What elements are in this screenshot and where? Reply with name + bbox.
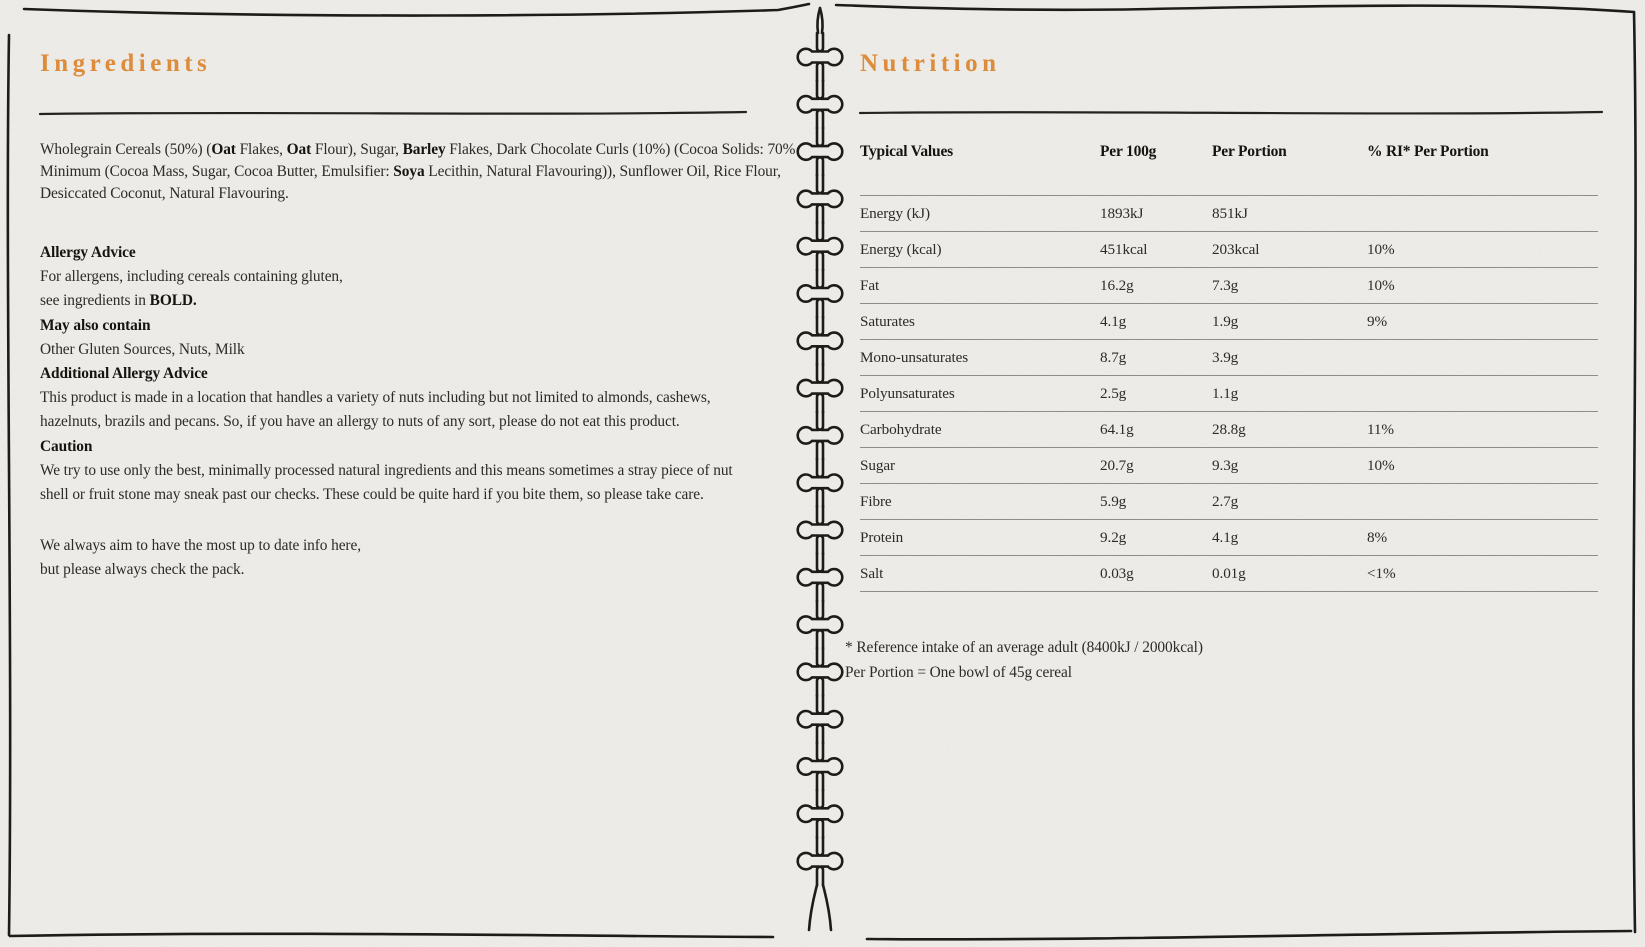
text-segment: Desiccated Coconut, Natural Flavouring. <box>40 185 289 202</box>
table-cell-per-portion: 1.1g <box>1212 384 1239 402</box>
table-row <box>860 447 1598 483</box>
table-cell-per100g: 2.5g <box>1100 384 1127 402</box>
text-segment: Caution <box>40 437 93 455</box>
table-cell-nutrient: Polyunsaturates <box>860 384 955 402</box>
table-cell-per100g: 1893kJ <box>1100 204 1144 222</box>
table-row <box>860 267 1598 303</box>
text-line <box>40 362 760 386</box>
text-segment: Oat <box>286 141 312 158</box>
nutrition-title: Nutrition <box>860 50 1001 77</box>
text-segment: We always aim to have the most up to date info here, <box>40 537 361 554</box>
text-segment: Allergy Advice <box>40 244 136 261</box>
table-cell-per-portion: 203kcal <box>1212 240 1260 258</box>
nutrition-rule <box>860 112 1602 113</box>
text-line <box>40 161 781 183</box>
table-cell-ri-percent: 11% <box>1367 420 1394 438</box>
table-cell-per-portion: 28.8g <box>1212 420 1246 438</box>
text-segment: Oat <box>211 141 236 158</box>
text-segment: Other Gluten Sources, Nuts, Milk <box>40 340 245 358</box>
text-line <box>40 459 760 483</box>
nutrition-table <box>860 141 1598 592</box>
text-line <box>40 314 760 338</box>
text-segment: see ingredients in <box>40 292 150 310</box>
text-line <box>40 386 760 410</box>
stitch-binding-icon <box>798 8 843 930</box>
table-cell-per100g: 20.7g <box>1100 456 1134 474</box>
text-segment: Lecithin, Natural Flavouring)), Sunflower Oil, Rice Flour, <box>424 163 781 180</box>
text-segment: Flakes, <box>235 141 287 158</box>
table-cell-per100g: 451kcal <box>1100 240 1148 258</box>
text-segment: hazelnuts, brazils and pecans. So, if you have an allergy to nuts of any sort, please do not eat this product. <box>40 413 680 431</box>
text-segment: Minimum (Cocoa Mass, Sugar, Cocoa Butter, Emulsifier: <box>40 163 394 180</box>
text-line <box>40 289 760 313</box>
text-line <box>40 183 760 205</box>
column-header: Per Portion <box>1212 143 1287 160</box>
heading-divider-rules <box>40 112 1602 114</box>
pack-disclaimer-block <box>40 534 760 582</box>
text-segment: Flour), Sugar, <box>311 141 403 158</box>
table-row <box>860 483 1598 519</box>
table-cell-per-portion: 1.9g <box>1212 312 1239 330</box>
table-row <box>860 555 1598 592</box>
table-row <box>860 411 1598 447</box>
text-segment: Wholegrain Cereals (50%) ( <box>40 141 212 158</box>
nutrition-footnotes <box>845 636 1203 685</box>
ingredients-composition <box>40 139 796 205</box>
table-cell-nutrient: Protein <box>860 528 904 546</box>
text-line <box>40 338 760 362</box>
table-cell-per100g: 64.1g <box>1100 420 1134 438</box>
table-row <box>860 303 1598 339</box>
text-line <box>40 558 760 582</box>
portion-definition-note: Per Portion = One bowl of 45g cereal <box>845 663 1072 681</box>
ingredients-rule <box>40 112 746 114</box>
table-cell-per-portion: 7.3g <box>1212 276 1239 294</box>
column-header: Typical Values <box>860 143 953 160</box>
text-segment: Soya <box>393 163 425 180</box>
text-line <box>40 534 760 558</box>
table-cell-nutrient: Fibre <box>860 492 892 510</box>
table-row <box>860 519 1598 555</box>
text-line <box>40 265 760 289</box>
table-row <box>860 195 1598 231</box>
nutrition-table-header <box>860 141 1598 195</box>
table-row <box>860 231 1598 267</box>
text-segment: Flakes, Dark Chocolate Curls (10%) (Cocoa Solids: 70% <box>445 141 796 158</box>
table-cell-nutrient: Energy (kJ) <box>860 204 930 222</box>
table-cell-ri-percent: 9% <box>1367 312 1388 330</box>
text-line <box>40 483 760 507</box>
text-line <box>40 435 760 459</box>
table-cell-per100g: 4.1g <box>1100 312 1127 330</box>
table-cell-per100g: 0.03g <box>1100 564 1134 582</box>
text-segment: Additional Allergy Advice <box>40 365 208 383</box>
table-cell-per100g: 16.2g <box>1100 276 1134 294</box>
table-cell-ri-percent: <1% <box>1367 564 1396 582</box>
allergy-advice-block <box>40 241 760 507</box>
table-cell-nutrient: Fat <box>860 276 880 294</box>
table-cell-per-portion: 4.1g <box>1212 528 1239 546</box>
column-header: Per 100g <box>1100 143 1157 160</box>
nutrition-table-body <box>860 195 1598 592</box>
table-cell-per-portion: 3.9g <box>1212 348 1239 366</box>
table-row <box>860 339 1598 375</box>
table-cell-per-portion: 2.7g <box>1212 492 1239 510</box>
text-segment: For allergens, including cereals containing gluten, <box>40 268 343 286</box>
table-cell-per100g: 5.9g <box>1100 492 1127 510</box>
table-cell-per-portion: 851kJ <box>1212 204 1248 222</box>
table-cell-ri-percent: 10% <box>1367 456 1395 474</box>
table-cell-nutrient: Sugar <box>860 456 895 474</box>
table-cell-nutrient: Mono-unsaturates <box>860 348 969 366</box>
text-segment: but please always check the pack. <box>40 561 245 579</box>
column-header: % RI* Per Portion <box>1367 143 1489 160</box>
text-segment: This product is made in a location that handles a variety of nuts including but not limited to almonds, cashews, <box>40 389 711 407</box>
table-cell-ri-percent: 10% <box>1367 276 1395 294</box>
text-segment: BOLD. <box>149 292 197 310</box>
table-row <box>860 375 1598 411</box>
text-segment: We try to use only the best, minimally processed natural ingredients and this means sometimes a stray piece of nut <box>40 461 733 479</box>
table-cell-per100g: 9.2g <box>1100 528 1127 546</box>
table-cell-ri-percent: 10% <box>1367 240 1395 258</box>
table-cell-per-portion: 9.3g <box>1212 456 1239 474</box>
text-segment: May also contain <box>40 316 151 334</box>
text-line <box>40 410 760 434</box>
text-segment: Barley <box>402 141 446 158</box>
text-segment: shell or fruit stone may sneak past our checks. These could be quite hard if you bite them, so please take care. <box>40 486 704 504</box>
table-cell-nutrient: Saturates <box>860 312 915 330</box>
table-cell-nutrient: Salt <box>860 564 884 582</box>
ingredients-title: Ingredients <box>40 50 212 77</box>
table-cell-nutrient: Energy (kcal) <box>860 240 942 258</box>
table-cell-per100g: 8.7g <box>1100 348 1127 366</box>
table-cell-per-portion: 0.01g <box>1212 564 1246 582</box>
text-line <box>40 139 796 161</box>
reference-intake-note: * Reference intake of an average adult (8400kJ / 2000kcal) <box>845 639 1203 656</box>
table-cell-ri-percent: 8% <box>1367 528 1388 546</box>
table-cell-nutrient: Carbohydrate <box>860 420 942 438</box>
text-line <box>40 241 760 265</box>
